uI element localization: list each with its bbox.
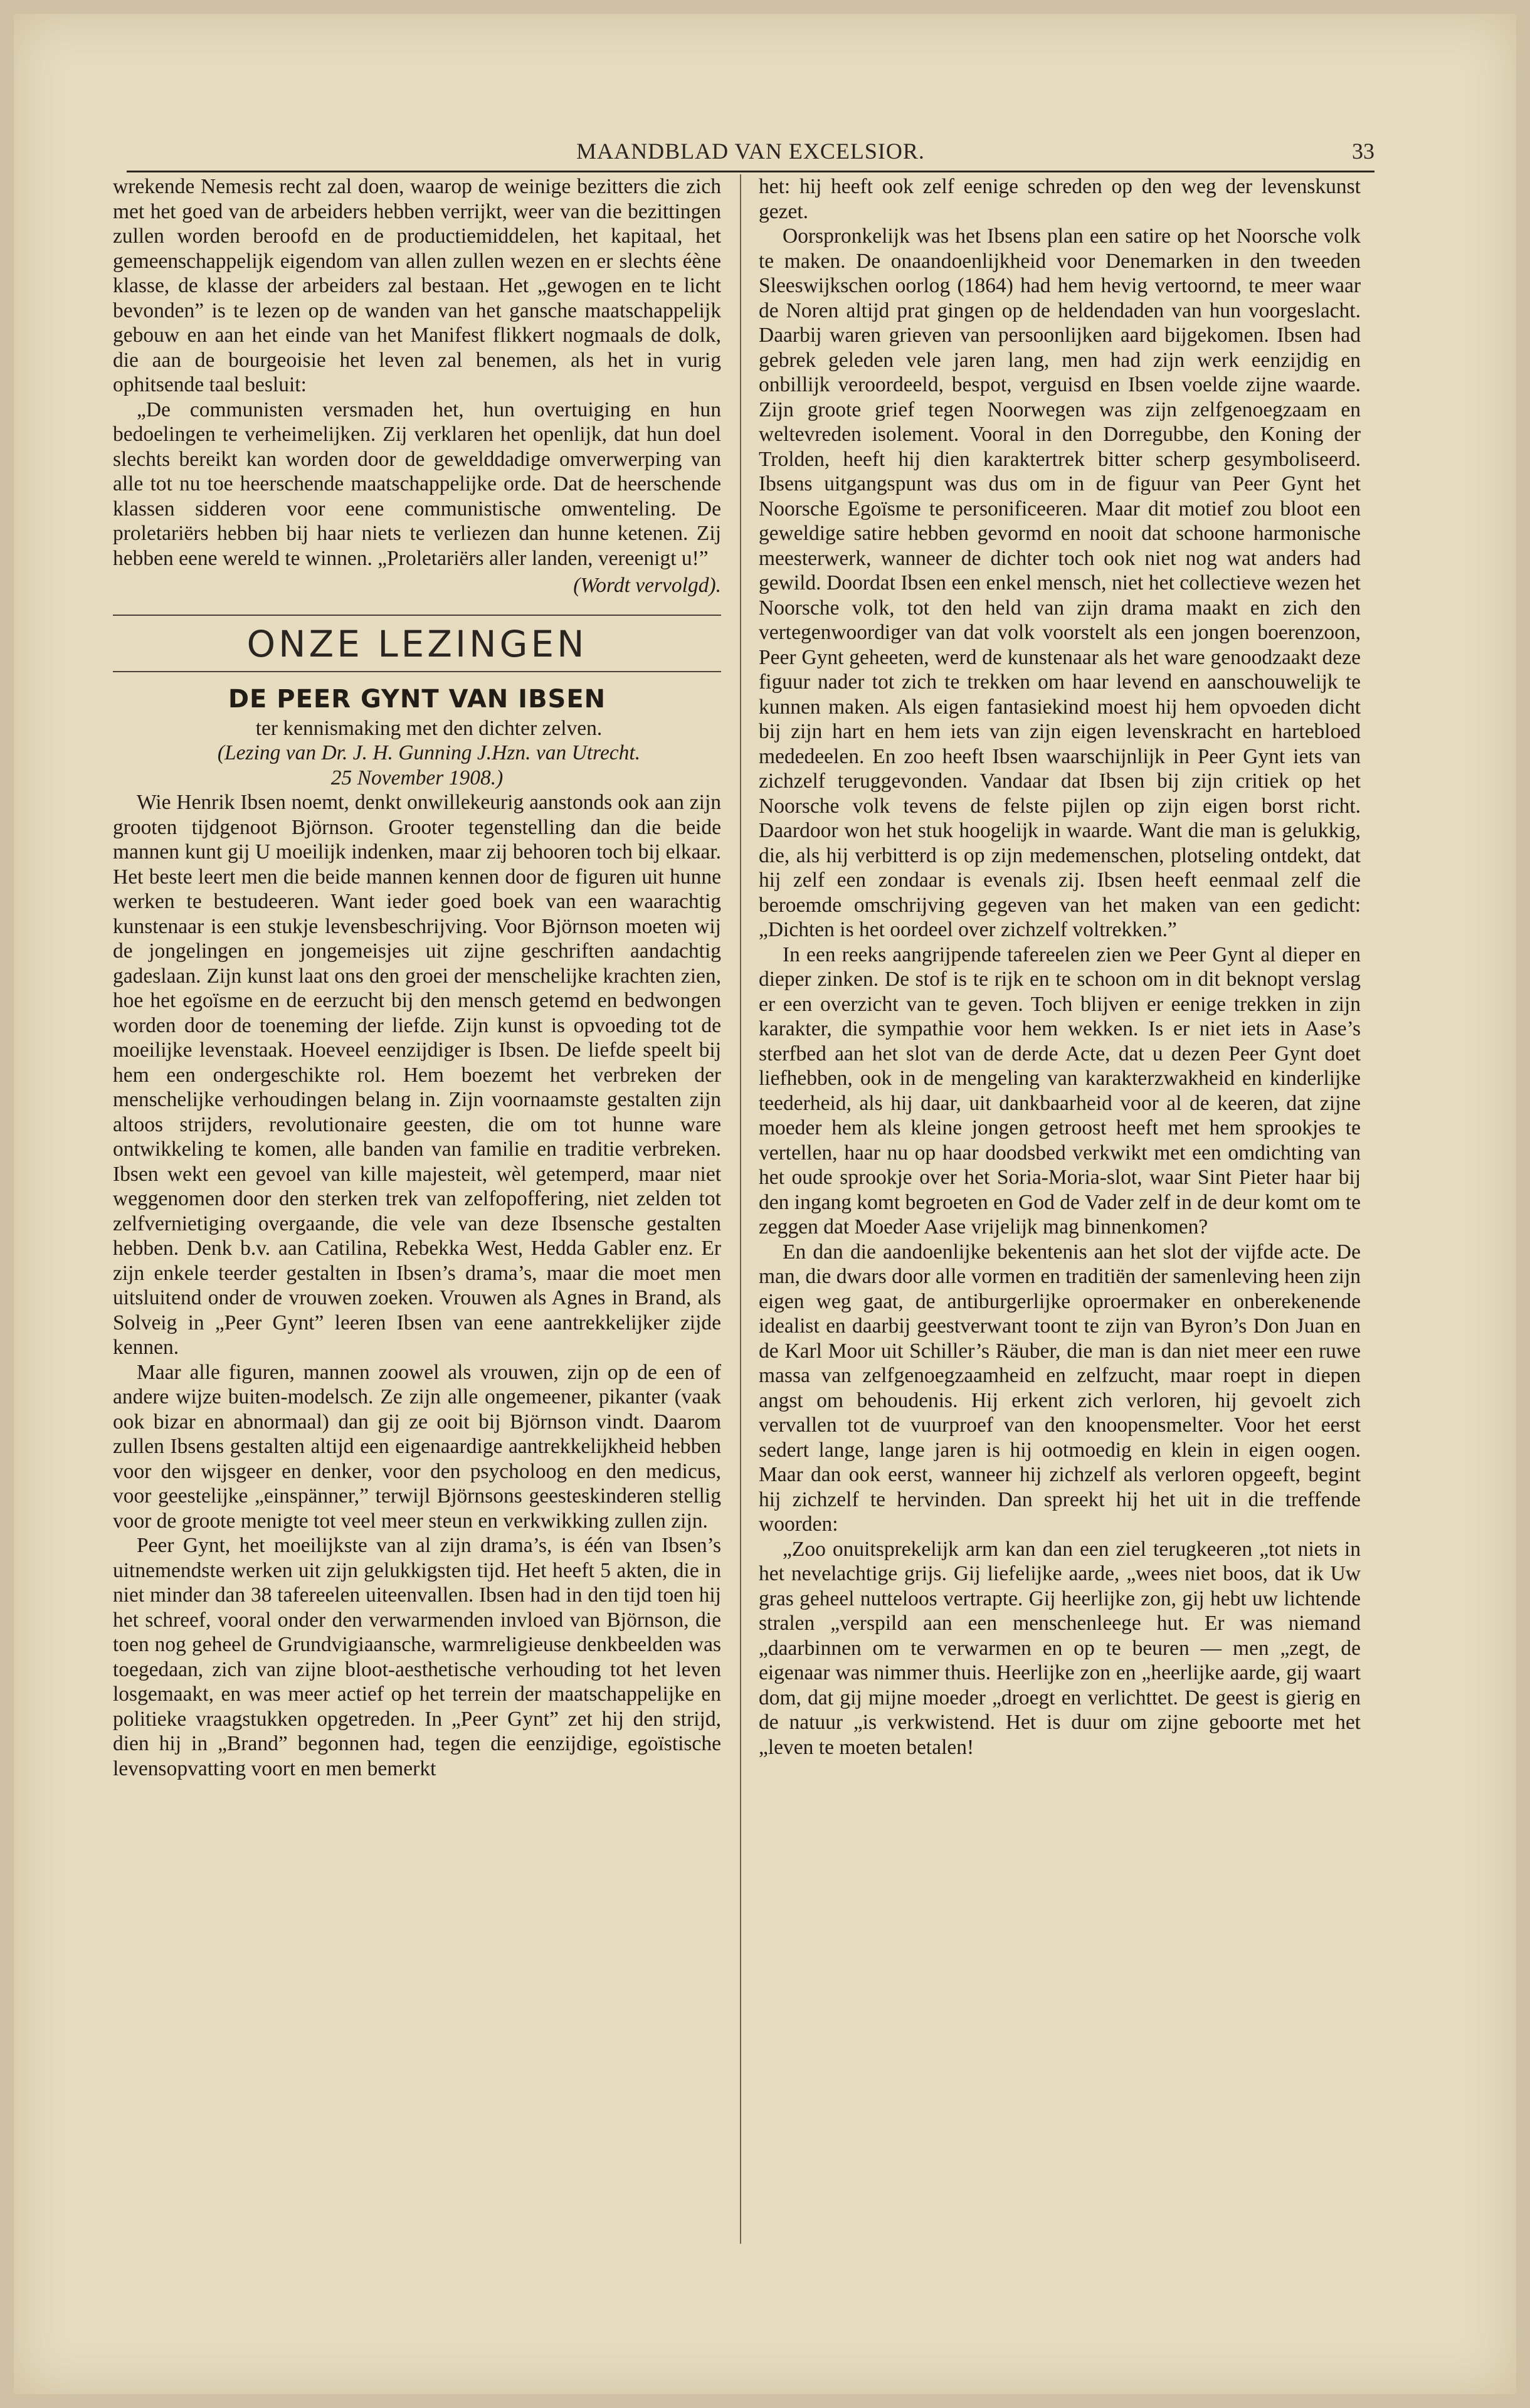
byline — [113, 741, 721, 790]
paragraph: Oorspronkelijk was het Ibsens plan een satire op het Noorsche volk te maken. De onaandoenlijkheid voor Denemarken in den tweeden Sleeswijkschen oorlog (1864) had hem hevig vertoornd, te meer waar de Noren altijd prat gingen op de heldendaden van hun voorgeslacht. Daarbij waren grieven van persoonlijken aard bijgekomen. Ibsen had gebrek geleden vele jaren lang, men had zijn werk eenzijdig en onbillijk veroordeeld, bespot, verguisd en Ibsen voelde zijne waarde. Zijn groote grief tegen Noorwegen was zijn zelfgenoegzaam en weltevreden isolement. Vooral in den Dorregubbe, den Koning der Trolden, heeft hij dien karaktertrek bitter scherp gesymboliseerd. Ibsens uitgangspunt was dus om in de figuur van Peer Gynt het Noorsche Egoïsme te personificeeren. Maar dit motief zou bloot een geweldige satire hebben gevormd en nooit dat schoone harmonische meesterwerk, wanneer de dichter toch ook niet nog wat anders had gewild. Doordat Ibsen een enkel mensch, niet het collectieve wezen het Noorsche volk, tot den held van zijn drama maakt en zich den vertegenwoordiger van dat volk voorstelt als een jongen boerenzoon, Peer Gynt geheeten, werd de kunstenaar als het ware genoodzaakt deze figuur nader tot zich te trekken om haar levend en aanschouwelijk te kunnen maken. Als eigen fantasiekind moest hij hem opvoeden dicht bij zijn hart en hem iets van zijn eigen levenskracht en hartebloed mededeelen. En zoo heeft Ibsen waarschijnlijk in Peer Gynt iets van zichzelf teruggevonden. Vandaar dat Ibsen bij zijn critiek op het Noorsche volk tevens de felste pijlen op zijn eigen borst richt. Daardoor won het stuk hoogelijk in waarde. Want die man is gelukkig, die, als hij verbitterd is op zijn medemenschen, plotseling ontdekt, dat hij zelf een zondaar is evenals zij. Ibsen heeft eenmaal zelf die beroemde omschrijving gegeven van het maken van een gedicht: „Dichten is het oordeel over zichzelf voltrekken.” — [759, 224, 1361, 941]
paragraph: In een reeks aangrijpende tafereelen zien we Peer Gynt al dieper en dieper zinken. De stof is te rijk en te schoon om in dit beknopt verslag er een overzicht van te geven. Toch blijven er eenige trekken in zijn karakter, die sympathie voor hem wekken. Is er niet iets in Aase’s sterfbed aan het slot van de derde Acte, dat u dezen Peer Gynt doet liefhebben, ook in de mengeling van karakterzwakheid en kinderlijke teederheid, als hij daar, uit dankbaarheid voor al de keeren, dat zijne moeder hem als kleine jongen getroost heeft met hem sprookjes te vertellen, haar nu op haar doodsbed verkwikt met een omdichting van het oude sprookje over het Soria-Moria-slot, waar Sint Pieter haar bij den ingang komt begroeten en God de Vader zelf in de deur komt om te zeggen dat Moeder Aase vrijelijk mag binnenkomen? — [759, 943, 1361, 1238]
article-subtitle: ter kennismaking met den dichter zelven. — [255, 716, 603, 740]
byline-line-2: 25 November 1908.) — [330, 766, 504, 789]
article-title: DE PEER GYNT VAN IBSEN — [228, 684, 606, 714]
paragraph: Maar alle figuren, mannen zoowel als vrouwen, zijn op de een of andere wijze buiten-modelsch. Ze zijn alle ongemeener, pikanter (vaak ook bizar en abnormaal) dan gij ze ooit bij Björnson vindt. Daarom zullen Ibsens gestalten altijd een eigenaardige aantrekkelijkheid hebben voor den wijsgeer en denker, voor den psycholoog en den medicus, voor geestelijke „einspänner,” terwijl Björnsons geesteskinderen stellig voor de groote menigte tot veel meer steun en verkwikking zullen zijn. — [113, 1360, 721, 1533]
quoted-verse: „Zoo onuitsprekelijk arm kan dan een ziel terugkeeren „tot niets in het nevelachtige grijs. Gij liefelijke aarde, „wees niet boos, dat ik Uw gras geheel nutteloos vertrapte. Gij heerlijke zon, gij hebt uw lichtende stralen „verspild aan een menschenleege hut. Er was niemand „daarbinnen om te verwarmen en op te beuren — men „zegt, de eigenaar was nimmer thuis. Heerlijke zon en „heerlijke aarde, gij waart dom, dat gij mijne moeder „droegt en verlichttet. De geest is gierig en de natuur „is verkwistend. Het is duur om zijne geboorte met het „leven te moeten betalen! — [759, 1537, 1361, 1759]
left-column — [113, 174, 721, 2256]
page-number: 33 — [1352, 139, 1374, 164]
paragraph: Peer Gynt, het moeilijkste van al zijn drama’s, is één van Ibsen’s uitnemendste werken uit zijn gelukkigsten tijd. Het heeft 5 akten, die in niet minder dan 38 tafereelen uiteenvallen. Ibsen had in den tijd toen hij het schreef, vooral onder den verwarmenden invloed van Björnson, die toen nog geheel de Grundvigiaansche, warmreligieuse denkbeelden was toegedaan, zich van zijne bloot-aesthetische verhouding tot het leven losgemaakt, en was meer actief op het terrein der maatschappelijke en politieke vraagstukken opgetreden. In „Peer Gynt” zet hij den strijd, dien hij in „Brand” begonnen had, tegen die eenzijdige, egoïstische levensopvatting voort en men bemerkt — [113, 1534, 721, 1780]
continuation-note: (Wordt vervolgd). — [573, 574, 721, 597]
paragraph: Wie Henrik Ibsen noemt, denkt onwillekeurig aanstonds ook aan zijn grooten tijdgenoot Björnson. Grooter tegenstelling dan die beide mannen kunt gij U moeilijk indenken, maar zij behooren toch bij elkaar. Het beste leert men die beide mannen kennen door de figuren uit hunne werken te bestudeeren. Want ieder goed boek van een waarachtig kunstenaar is een stukje levensbeschrijving. Voor Björnson moeten wij de jongelingen en jongemeisjes uit zijne geschriften aandachtig gadeslaan. Zijn kunst laat ons den groei der menschelijke krachten zien, hoe het egoïsme en de eerzucht bij den mensch getemd en bedwongen worden door de toeneming der liefde. Zijn kunst is opvoeding tot de moeilijke levenstaak. Hoeveel eenzijdiger is Ibsen. De liefde speelt bij hem een ondergeschikte rol. Hem boezemt het verbreken der menschelijke verhoudingen belang in. Zijn voornaamste gestalten zijn altoos strijders, revolutionaire geesten, die om tot hunne ware ontwikkeling te komen, alle banden van familie en traditie verbreken. Ibsen wekt een gevoel van kille majesteit, wèl getemperd, maar niet weggenomen door den sterken trek van zelfopoffering, niet zelden tot zelfvernietiging overgaande, die vele van deze Ibsensche gestalten hebben. Denk b.v. aan Catilina, Rebekka West, Hedda Gabler enz. Er zijn enkele teerder gestalten in Ibsen’s drama’s, maar die moet men uitsluitend onder de vrouwen zoeken. Vrouwen als Agnes in Brand, als Solveig in „Peer Gynt” leeren Ibsen van eene aantrekkelijker zijde kennen. — [113, 791, 721, 1359]
periodical-title: MAANDBLAD VAN EXCELSIOR. — [576, 139, 925, 164]
byline-line-1: (Lezing van Dr. J. H. Gunning J.Hzn. van Utrecht. — [217, 741, 641, 764]
column-divider — [740, 174, 741, 2244]
paragraph: „De communisten versmaden het, hun overtuiging en hun bedoelingen te verheimelijken. Zij verklaren het openlijk, dat hun doel slechts bereikt kan worden door de gewelddadige omverwerping van alle tot nu toe heerschende maatschappelijke orde. Dat de heerschende klassen sidderen voor eene communistische omwenteling. De proletariërs hebben bij haar niets te verliezen dan hunne ketenen. Zij hebben eene wereld te winnen. „Proletariërs aller landen, vereenigt u!” — [113, 398, 721, 570]
section-heading: ONZE LEZINGEN — [113, 615, 721, 672]
paragraph: En dan die aandoenlijke bekentenis aan het slot der vijfde acte. De man, die dwars door alle vormen en traditiën der samenleving heen zijn eigen weg gaat, de antiburgerlijke oproermaker en onberekenende idealist en daarbij geestverwant toont te zijn van Byron’s Don Juan en de Karl Moor uit Schiller’s Räuber, die man is dan niet meer een ruwe massa van zelfgenoegzaamheid en zelfzucht, maar roept in diepen angst om behoudenis. Hij erkent zich verloren, hij gevoelt zich vervallen tot de vuurproef van den knoopensmelter. Voor het eerst sedert lange, lange jaren is hij ootmoedig en klein in eigen oogen. Maar dan ook eerst, wanneer hij zichzelf als verloren opgeeft, begint hij zichzelf te hervinden. Dan spreekt hij het uit in die treffende woorden: — [759, 1240, 1361, 1536]
paragraph: het: hij heeft ook zelf eenige schreden op den weg der levenskunst gezet. — [759, 175, 1361, 223]
right-column — [759, 174, 1361, 2256]
page-header — [127, 133, 1374, 172]
paragraph: wrekende Nemesis recht zal doen, waarop de weinige bezitters die zich met het goed van de arbeiders hebben verrijkt, weer van die bezittingen zullen worden beroofd en de productiemiddelen, het kapitaal, het gemeenschappelijk eigendom van allen zullen wezen en er slechts éène klasse, de klasse der arbeiders zal bestaan. Het „gewogen en te licht bevonden” is te lezen op de wanden van het gansche maatschappelijk gebouw en aan het einde van het Manifest flikkert nogmaals de dolk, die aan de bourgeoisie het leven zal benemen, als het in vurig ophitsende taal besluit: — [113, 175, 721, 396]
